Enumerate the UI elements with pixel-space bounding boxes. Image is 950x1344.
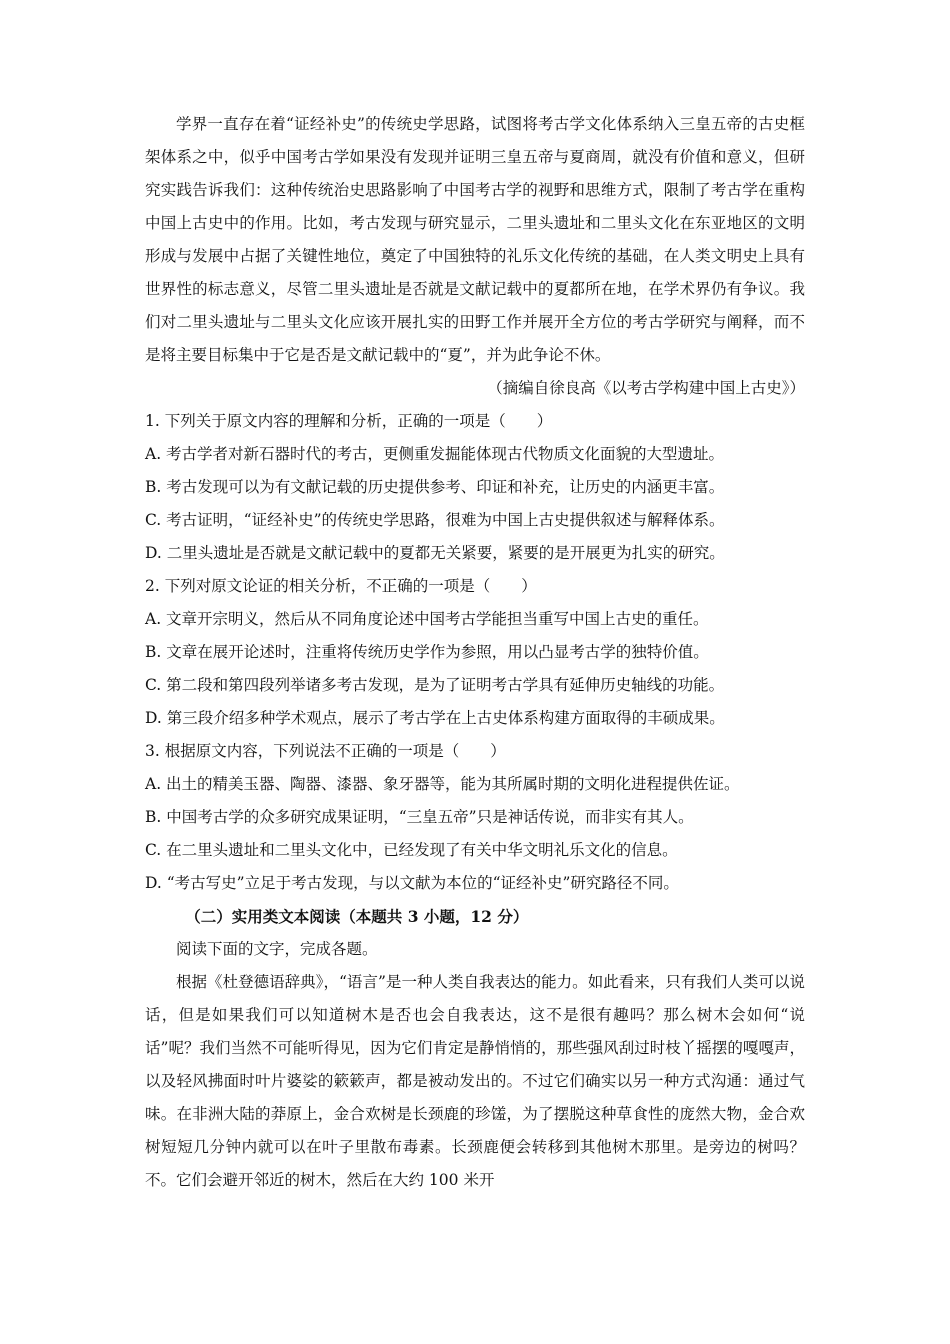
section-instruction: 阅读下面的文字，完成各题。	[176, 940, 378, 958]
question-1	[145, 405, 805, 570]
passage1-paragraph: 学界一直存在着“证经补史”的传统史学思路，试图将考古学文化体系纳入三皇五帝的古史框架体系之中，似乎中国考古学如果没有发现并证明三皇五帝与夏商周，就没有价值和意义，但研究实践告诉我们：这种传统治史思路影响了中国考古学的视野和思维方式，限制了考古学在重构中国上古史中的作用。比如，考古发现与研究显示，二里头遗址和二里头文化在东亚地区的文明形成与发展中占据了关键性地位，奠定了中国独特的礼乐文化传统的基础，在人类文明史上具有世界性的标志意义，尽管二里头遗址是否就是文献记载中的夏都所在地，在学术界仍有争议。我们对二里头遗址与二里头文化应该开展扎实的田野工作并展开全方位的考古学研究与阐释，而不是将主要目标集中于它是否是文献记载中的“夏”，并为此争论不休。	[145, 115, 805, 364]
question-option-b: B. 考古发现可以为有文献记载的历史提供参考、印证和补充，让历史的内涵更丰富。	[145, 478, 725, 496]
question-option-b: B. 文章在展开论述时，注重将传统历史学作为参照，用以凸显考古学的独特价值。	[145, 643, 709, 661]
question-option-d: D. 第三段介绍多种学术观点，展示了考古学在上古史体系构建方面取得的丰硕成果。	[145, 709, 725, 727]
question-option-c: C. 考古证明，“证经补史”的传统史学思路，很难为中国上古史提供叙述与解释体系。	[145, 511, 725, 529]
question-option-a: A. 文章开宗明义，然后从不同角度论述中国考古学能担当重写中国上古史的重任。	[145, 610, 709, 628]
section-heading: （二）实用类文本阅读（本题共 3 小题，12 分）	[185, 907, 529, 926]
question-option-c: C. 在二里头遗址和二里头文化中，已经发现了有关中华文明礼乐文化的信息。	[145, 841, 678, 859]
question-option-a: A. 考古学者对新石器时代的考古，更侧重发掘能体现古代物质文化面貌的大型遗址。	[145, 445, 725, 463]
question-2	[145, 570, 805, 735]
question-3	[145, 735, 805, 900]
question-option-b: B. 中国考古学的众多研究成果证明，“三皇五帝”只是神话传说，而非实有其人。	[145, 808, 694, 826]
section2-paragraph: 根据《杜登德语辞典》，“语言”是一种人类自我表达的能力。如此看来，只有我们人类可以说话，但是如果我们可以知道树木是否也会自我表达，这不是很有趣吗？那么树木会如何“说话”呢？我们当然不可能听得见，因为它们肯定是静悄悄的，那些强风刮过时枝丫摇摆的嘎嘎声，以及轻风拂面时叶片婆娑的簌簌声，都是被动发出的。不过它们确实以另一种方式沟通：通过气味。在非洲大陆的莽原上，金合欢树是长颈鹿的珍馐，为了摆脱这种草食性的庞然大物，金合欢树短短几分钟内就可以在叶子里散布毒素。长颈鹿便会转移到其他树木那里。是旁边的树吗？不。它们会避开邻近的树木，然后在大约 100 米开	[145, 973, 805, 1189]
question-stem: 1. 下列关于原文内容的理解和分析，正确的一项是（ ）	[145, 412, 553, 430]
passage1-source: （摘编自徐良高《以考古学构建中国上古史》）	[487, 379, 805, 397]
document-content	[145, 108, 805, 1197]
question-option-d: D. “考古写史”立足于考古发现，与以文献为本位的“证经补史”研究路径不同。	[145, 874, 679, 892]
question-option-c: C. 第二段和第四段列举诸多考古发现，是为了证明考古学具有延伸历史轴线的功能。	[145, 676, 725, 694]
question-stem: 3. 根据原文内容，下列说法不正确的一项是（ ）	[145, 742, 506, 760]
question-stem: 2. 下列对原文论证的相关分析，不正确的一项是（ ）	[145, 577, 537, 595]
question-option-d: D. 二里头遗址是否就是文献记载中的夏都无关紧要，紧要的是开展更为扎实的研究。	[145, 544, 725, 562]
question-option-a: A. 出土的精美玉器、陶器、漆器、象牙器等，能为其所属时期的文明化进程提供佐证。	[145, 775, 740, 793]
